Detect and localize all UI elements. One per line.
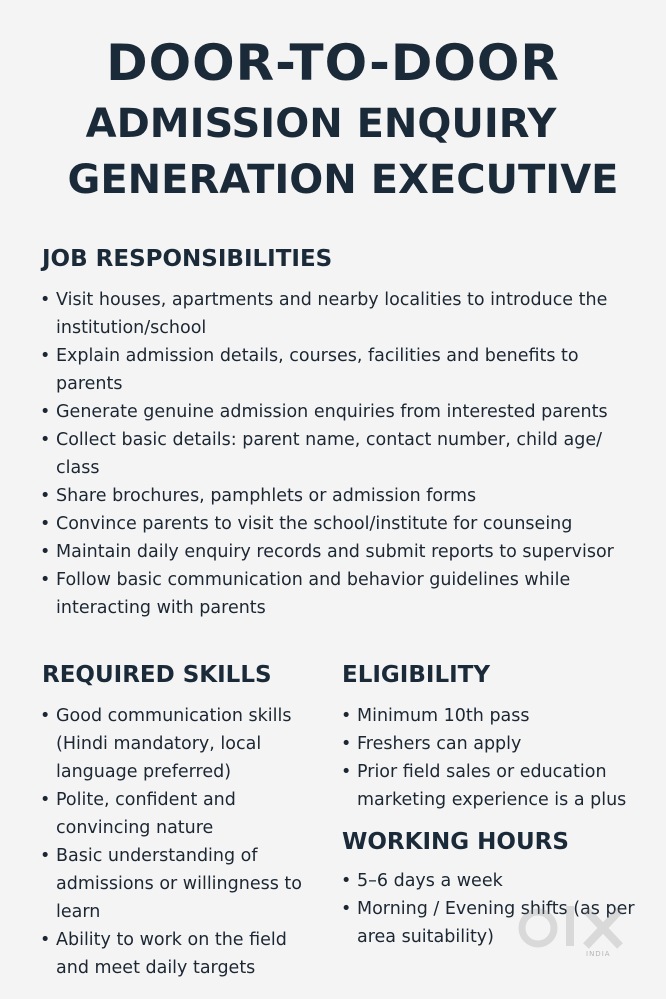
title-line-3: GENERATION EXECUTIVE	[67, 157, 619, 203]
responsibilities-list	[40, 286, 640, 622]
title-line-2: ADMISSION ENQUIRY	[85, 101, 557, 147]
list-item: • 5–6 days a week	[341, 867, 641, 895]
olx-logo-icon	[516, 900, 632, 960]
working-hours-heading: WORKING HOURS	[342, 829, 569, 855]
watermark-text: INDIA	[586, 950, 611, 958]
eligibility-heading: ELIGIBILITY	[342, 662, 491, 688]
list-item: • Generate genuine admission enquiries from interested parents	[40, 398, 640, 426]
list-item: • Follow basic communication and behavior guidelines while interacting with parents	[40, 566, 640, 622]
list-item: • Minimum 10th pass	[341, 702, 651, 730]
list-item: • Visit houses, apartments and nearby localities to introduce the institution/school	[40, 286, 640, 342]
list-item: • Good communication skills (Hindi mandatory, local language preferred)	[40, 702, 318, 786]
skills-heading: REQUIRED SKILLS	[42, 662, 272, 688]
title-line-1: DOOR-TO-DOOR	[106, 34, 560, 92]
list-item: • Prior field sales or education marketing experience is a plus	[341, 758, 651, 814]
list-item: • Basic understanding of admissions or willingness to learn	[40, 842, 318, 926]
list-item: • Share brochures, pamphlets or admission forms	[40, 482, 640, 510]
list-item: • Morning / Evening shifts (as per area suitability)	[341, 895, 641, 951]
skills-list	[40, 702, 318, 982]
list-item: • Freshers can apply	[341, 730, 651, 758]
list-item: • Polite, confident and convincing nature	[40, 786, 318, 842]
list-item: • Explain admission details, courses, facilities and benefits to parents	[40, 342, 640, 398]
eligibility-list	[341, 702, 651, 814]
list-item: • Collect basic details: parent name, contact number, child age/ class	[40, 426, 640, 482]
list-item: • Convince parents to visit the school/institute for counseing	[40, 510, 640, 538]
list-item: • Maintain daily enquiry records and submit reports to supervisor	[40, 538, 640, 566]
responsibilities-heading: JOB RESPONSIBILITIES	[42, 246, 333, 272]
list-item: • Ability to work on the field and meet daily targets	[40, 926, 318, 982]
